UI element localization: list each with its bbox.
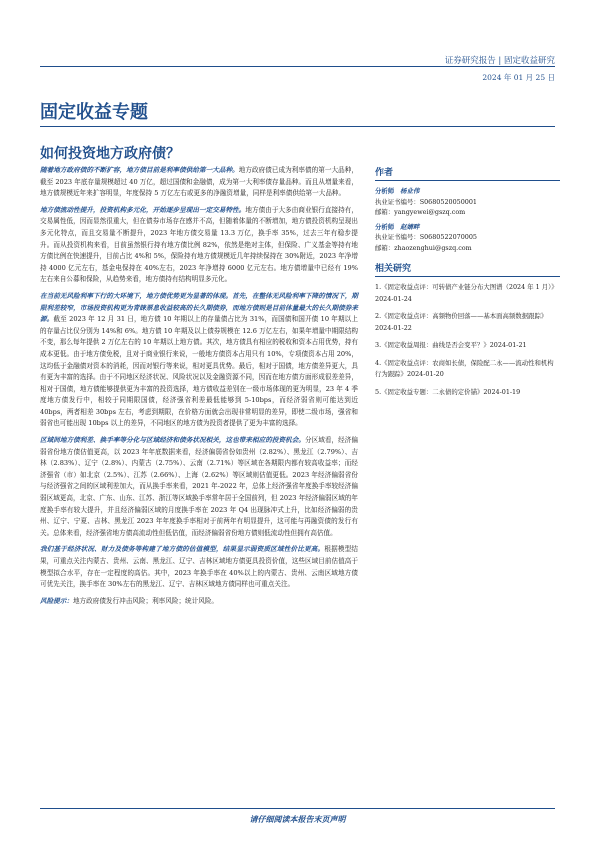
related-research-item[interactable]: 3.《固定收益周报：曲线是否会变平？》2024-01-21 <box>375 341 527 349</box>
paragraph-1 <box>40 165 358 200</box>
analyst-card <box>375 222 560 254</box>
related-research-list <box>375 282 560 398</box>
paragraph-text: 分区域看，经济偏弱省份地方债估值更高，以 2023 年年底数据来看，经济偏弱省份如贵州（2.82%）、黑龙江（2.79%）、吉林（2.83%）、辽宁（2.8%）、内蒙古（2.75%）、云南（2.71%）等区域在各期限内都有较高收益率；而经济强省（市）如北京（2.5%）、江苏（2.66%）、上海（2.62%）等区域则估值更低。2023 年经济偏弱省份与经济强省之间的区域利差加大，而从换手率来看，2021 年-2022 年，总体上经济强省年度换手率较经济偏弱区域更高，北京、广东、山东、江苏、浙江等区域换手率常年居于全国前列，但 2023 年经济偏弱区域的年度换手率有较大提升，并且经济偏弱区域的月度换手率在 2023 年 Q4 出现脉冲式上升，比如经济偏弱的贵州、辽宁、宁夏、吉林、黑龙江 2023 年年度换手率相对于前两年有明显提升，这可能与再融资债的发行有关。总体来看，经济强省地方债高流动性但低估值，而经济偏弱省份地方债则低流动性但拥有高估值。 <box>40 436 359 537</box>
analyst-role: 分析师 <box>375 222 395 231</box>
cert-number: S0680522070005 <box>419 233 477 241</box>
email-label: 邮箱： <box>375 243 395 252</box>
analyst-card <box>375 186 560 218</box>
paragraph-lead: 地方债流动性提升，投资机构多元化，开始逐步呈现出一定交易特性。 <box>40 205 246 214</box>
paragraph-lead: 我们基于经济状况、财力及债务等构建了地方债的估值模型，结果显示弱资质区域性价比更高。 <box>40 545 325 554</box>
paragraph-3 <box>40 291 358 430</box>
paragraph-lead: 随着地方政府债的不断扩容，地方债目前是利率债供给第一大品种。 <box>40 166 239 174</box>
risk-warning-text: 地方政府债发行冲击风险；利率风险；统计风险。 <box>72 596 219 605</box>
report-body <box>40 165 358 612</box>
footer-disclaimer: 请仔细阅读本报告末页声明 <box>249 814 346 824</box>
authors-heading: 作者 <box>375 165 560 181</box>
analyst-email[interactable]: yangyewei@gszq.com <box>394 208 466 216</box>
related-research-item[interactable]: 4.《固定收益点评：农商如长债，保险配二永——流动性和机构行为跟踪》2024-01-20 <box>375 358 554 378</box>
report-category: 证券研究报告 | 固定收益研究 <box>444 56 555 66</box>
cert-label: 执业证书编号： <box>375 197 420 206</box>
title-divider <box>40 126 555 127</box>
header-divider <box>40 66 555 67</box>
paragraph-lead: 在当前无风险利率下行的大环境下，地方债优势更为显著的体现。首先，在整体无风险利率下降的情况下，期限利差较窄，市场投资机构更为青睐票息收益较高的长久期债券，而地方债则是目前体量最大的长久期债券来源。 <box>40 291 358 324</box>
related-research-item[interactable]: 5.《固定收益专题：二永债的定价锚》2024-01-19 <box>375 387 521 396</box>
paragraph-text: 根据模型结果，可重点关注内蒙古、贵州、云南、黑龙江、辽宁、吉林区域地方债更具投资价值，这些区域目前估值高于模型拟合水平，存在一定程度的高估。其中，2023 年换手率在 40%以上的内蒙古、贵州、云南区域地方债可优先关注，换手率在 30%左右的黑龙江、辽宁、吉林区域地方债同样也可重点关注。 <box>40 545 359 589</box>
cert-label: 执业证书编号： <box>375 233 420 241</box>
paragraph-2 <box>40 205 358 286</box>
related-research-heading: 相关研究 <box>375 261 560 277</box>
footer-divider <box>40 808 555 809</box>
report-date: 2024 年 01 月 25 日 <box>482 73 555 82</box>
paragraph-text: 地方政府债已成为利率债的第一大品种，截至 2023 年底存量规模超过 40 万亿，超过国债和金融债，成为第一大利率债存量品种。而且从增量来看，地方债规模近年来扩容明显，年度保持 5 万亿左右或更多的净融资增量，同样是利率债供给第一大品种。 <box>40 166 359 198</box>
paragraph-text: 地方债由于大多由商业银行直接持有，交易属性低，因而显然很重大，但在债券市场存在感并不高，但随着体量的不断增加，地方债投资机构呈现出多元化特点，而且交易量不断提升，2023 年地方债交易量 13.3 万亿，换手率 35%，过去三年有稳步提升。而从投资机构来看，目前虽然银行持有地方债比例 82%，依然是绝对主体，但保险、广义基金等持有地方债比例在快速提升，目前占比 4%和 5%，保险持有地方债规模近几年持续保持在 30%附近，2023 年净增持 4000 亿元左右，基金电保持在 40%左右，2023 年净增持 6000 亿元左右。地方债增量中已经有 19%左右来自公募和保险，从趋势来看，地方债持有结构明显多元化。 <box>40 205 359 284</box>
analyst-role: 分析师 <box>375 187 395 195</box>
paragraph-5 <box>40 544 358 590</box>
report-title: 如何投资地方政府债？ <box>40 146 180 162</box>
analyst-name: 赵婧畔 <box>400 222 420 231</box>
cert-number: S0680520050001 <box>419 197 477 206</box>
paragraph-4 <box>40 435 358 539</box>
email-label: 邮箱： <box>375 208 395 216</box>
sidebar <box>375 165 560 404</box>
paragraph-lead: 区域间地方债利差、换手率等分化与区域经济和债务状况相关，这也带来相应的投资机会。 <box>40 436 306 445</box>
risk-warning <box>40 596 358 608</box>
analyst-name: 杨业伟 <box>400 187 420 195</box>
analyst-email[interactable]: zhaozenghui@gszq.com <box>394 243 472 252</box>
paragraph-text: 截至 2023 年 12 月 31 日，地方债 10 年期以上的存量债占比为 31%，而国债和国开债 10 年期以上的存量占比仅分别为 14%和 6%。地方债 10 年期及以上债券规模在 12.6 万亿左右，如果年增量中期限结构不变，那么每年提供 2 万亿左右的 10 年期以上地方债。其次，地方债具有相应的税收和资本占用优势，持有成本更低。由于地方债免税，且对于商业银行来说，一般地方债资本占用只有 10%，专项债资本占用 20%，这均低于金融债对资本的消耗，因而对银行等来说，相对更具优势。最后，相对于国债，地方债差异更大，具有更为丰富的选择。由于不同地区经济状况、风险状况以及金融资源不同，因而在地方债方面形成很差差异，相对于国债，地方债能够提供更为丰富的投资选择，地方债收益差别在一级市场体现的更为明显，23 年 4 季度地方债发行中，相较于同期限国债，经济强省利差最低能够到 5-10bps，而经济弱省则可能达到近 40bps，两者相差 30bps 左右，考虑到期限，在价格方面就会出现非常明显的差异，即使二级市场，强省和弱省也可能出现 10bps 以上的差异，不同地区的地方债为投资者提供了更为丰富的选择。 <box>40 315 358 428</box>
report-series-title: 固定收益专题 <box>40 102 148 123</box>
risk-warning-label: 风险提示： <box>40 596 73 605</box>
related-research-item[interactable]: 1.《固定收益点评：可转债产业链分布大图谱（2024 年 1 月）》2024-01-24 <box>375 283 558 303</box>
related-research-item[interactable]: 2.《固定收益点评：高频物价回落——基本面高频数据跟踪》2024-01-22 <box>375 312 548 332</box>
